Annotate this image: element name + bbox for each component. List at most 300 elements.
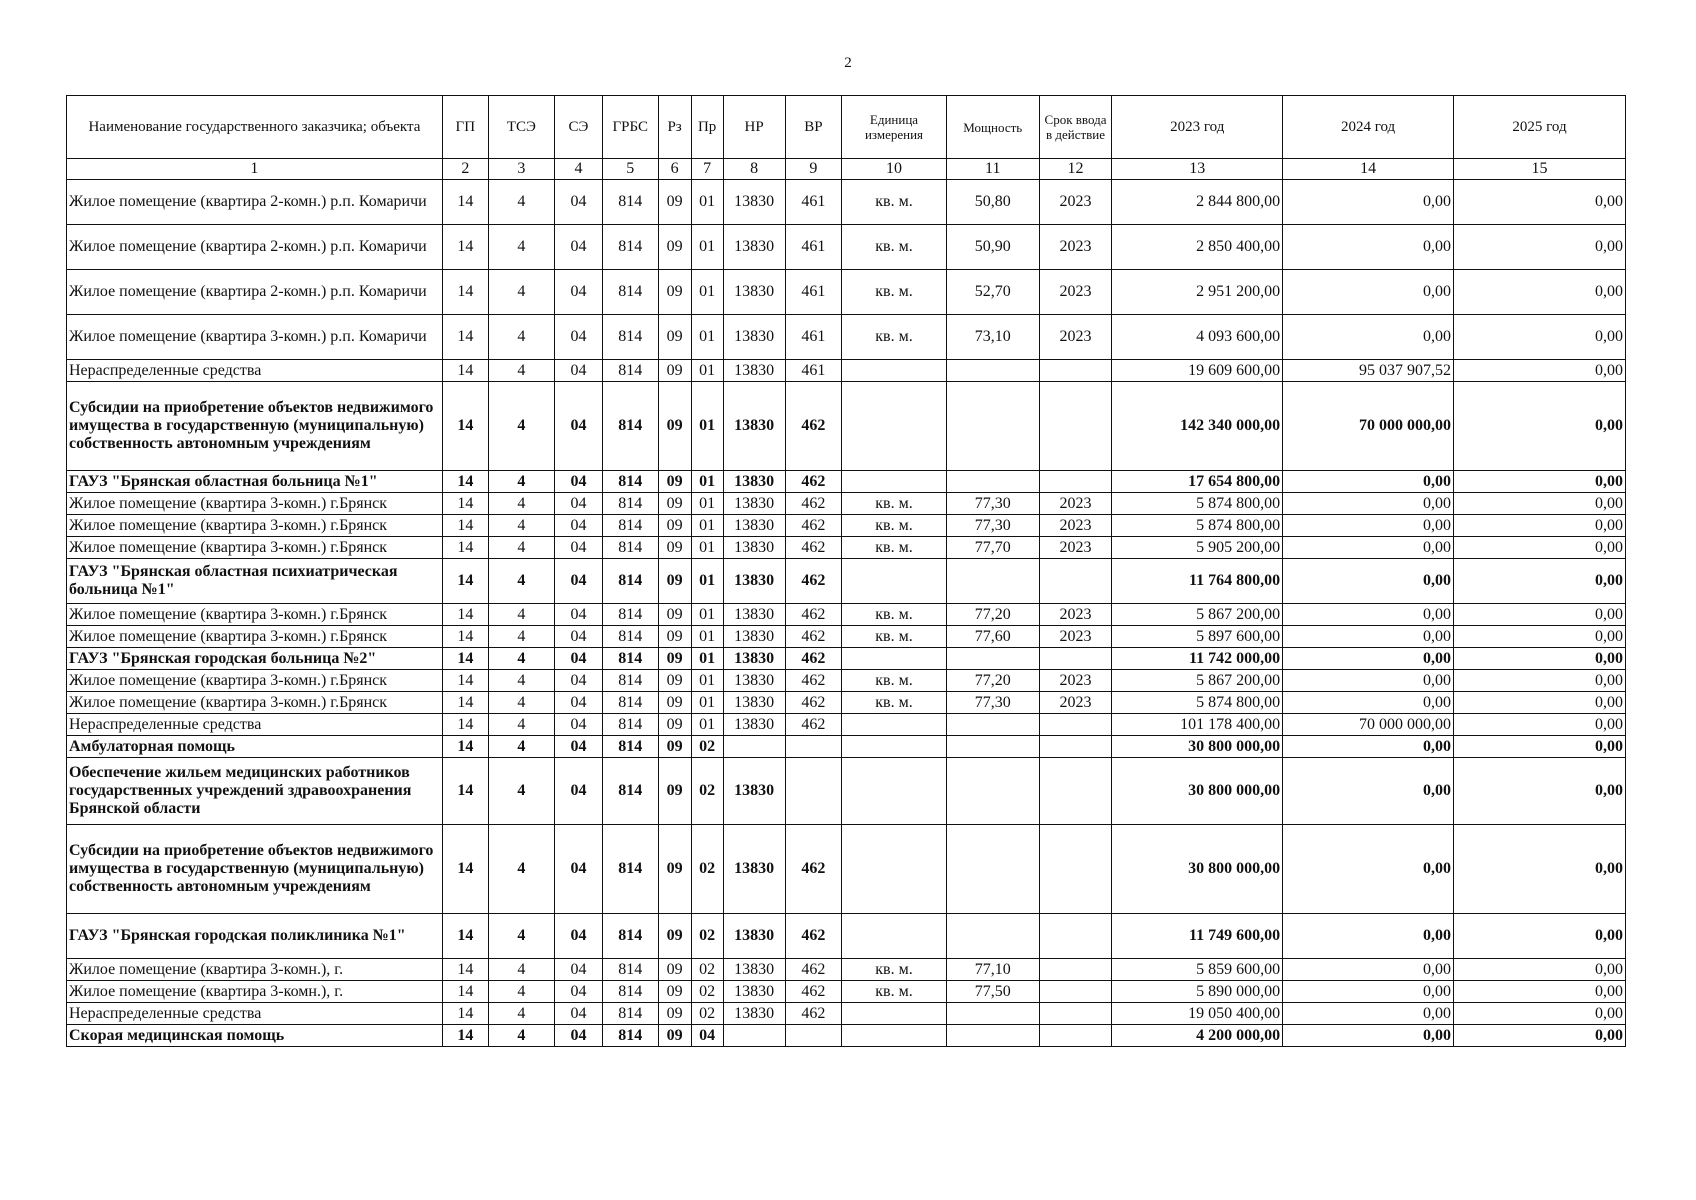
cell-term: 2023 [1039,670,1112,692]
cell-2024: 0,00 [1283,1003,1454,1025]
cell-unit [842,360,947,382]
table-row [67,180,1626,225]
cell-vr: 461 [785,180,842,225]
table-row [67,736,1626,758]
cell-unit: кв. м. [842,537,947,559]
table-row [67,626,1626,648]
cell-power [946,825,1039,914]
cell-2025: 0,00 [1454,559,1626,604]
cell-2024: 0,00 [1283,626,1454,648]
cell-pr: 02 [691,981,723,1003]
table-row [67,493,1626,515]
cell-se: 04 [554,626,602,648]
cell-grbs: 814 [603,1003,659,1025]
table-row [67,515,1626,537]
cell-power: 77,30 [946,692,1039,714]
cell-2023: 4 093 600,00 [1112,315,1283,360]
cell-gp: 14 [442,914,488,959]
cell-2024: 0,00 [1283,1025,1454,1047]
cell-gp: 14 [442,315,488,360]
cell-gp: 14 [442,515,488,537]
cell-nr: 13830 [723,493,785,515]
cell-term [1039,714,1112,736]
cell-name: Жилое помещение (квартира 2-комн.) р.п. Комаричи [67,180,443,225]
cell-pr: 01 [691,493,723,515]
cell-grbs: 814 [603,670,659,692]
cell-tse: 4 [488,914,554,959]
table-row [67,959,1626,981]
cell-vr: 462 [785,648,842,670]
cell-se: 04 [554,559,602,604]
header-power: Мощность [946,96,1039,159]
cell-pr: 01 [691,360,723,382]
cell-name: Жилое помещение (квартира 2-комн.) р.п. Комаричи [67,270,443,315]
cell-tse: 4 [488,180,554,225]
cell-se: 04 [554,515,602,537]
cell-2025: 0,00 [1454,825,1626,914]
column-number-row [67,159,1626,180]
cell-unit [842,1025,947,1047]
cell-vr: 462 [785,1003,842,1025]
cell-2025: 0,00 [1454,360,1626,382]
cell-vr: 462 [785,714,842,736]
cell-power [946,758,1039,825]
cell-nr: 13830 [723,825,785,914]
header-row [67,96,1626,159]
cell-nr: 13830 [723,270,785,315]
cell-2024: 0,00 [1283,559,1454,604]
cell-2025: 0,00 [1454,471,1626,493]
table-row [67,981,1626,1003]
cell-se: 04 [554,315,602,360]
cell-2023: 30 800 000,00 [1112,736,1283,758]
cell-vr: 461 [785,360,842,382]
column-number: 12 [1039,159,1112,180]
cell-gp: 14 [442,225,488,270]
cell-2024: 0,00 [1283,270,1454,315]
cell-2024: 0,00 [1283,758,1454,825]
cell-power: 77,20 [946,604,1039,626]
cell-pr: 01 [691,559,723,604]
cell-2025: 0,00 [1454,670,1626,692]
cell-2023: 5 859 600,00 [1112,959,1283,981]
cell-name: Скорая медицинская помощь [67,1025,443,1047]
cell-gp: 14 [442,758,488,825]
cell-se: 04 [554,1025,602,1047]
cell-2025: 0,00 [1454,270,1626,315]
cell-unit: кв. м. [842,493,947,515]
table-row [67,225,1626,270]
column-number: 9 [785,159,842,180]
cell-name: Нераспределенные средства [67,360,443,382]
cell-grbs: 814 [603,825,659,914]
table-row [67,648,1626,670]
cell-2024: 0,00 [1283,225,1454,270]
cell-name: Нераспределенные средства [67,1003,443,1025]
cell-gp: 14 [442,270,488,315]
column-number: 1 [67,159,443,180]
cell-gp: 14 [442,648,488,670]
cell-term [1039,559,1112,604]
cell-name: Жилое помещение (квартира 3-комн.) г.Брянск [67,537,443,559]
cell-nr: 13830 [723,537,785,559]
cell-name: Жилое помещение (квартира 3-комн.), г. [67,959,443,981]
cell-nr: 13830 [723,559,785,604]
cell-pr: 01 [691,315,723,360]
cell-tse: 4 [488,537,554,559]
cell-term: 2023 [1039,515,1112,537]
cell-term [1039,825,1112,914]
header-tse: ТСЭ [488,96,554,159]
cell-nr: 13830 [723,471,785,493]
cell-2023: 30 800 000,00 [1112,825,1283,914]
table-row [67,914,1626,959]
cell-power: 77,60 [946,626,1039,648]
cell-pr: 01 [691,604,723,626]
cell-2025: 0,00 [1454,959,1626,981]
cell-se: 04 [554,981,602,1003]
cell-term [1039,382,1112,471]
cell-term: 2023 [1039,537,1112,559]
cell-2023: 5 874 800,00 [1112,493,1283,515]
cell-nr [723,1025,785,1047]
budget-table [66,95,1626,1047]
cell-power: 77,20 [946,670,1039,692]
cell-2023: 101 178 400,00 [1112,714,1283,736]
cell-name: Субсидии на приобретение объектов недвижимого имущества в государственную (муниципальную) собственность автономным учреждениям [67,382,443,471]
cell-rz: 09 [658,959,691,981]
cell-grbs: 814 [603,692,659,714]
cell-nr: 13830 [723,315,785,360]
table-row [67,1003,1626,1025]
cell-se: 04 [554,270,602,315]
cell-gp: 14 [442,1003,488,1025]
cell-tse: 4 [488,981,554,1003]
cell-2024: 95 037 907,52 [1283,360,1454,382]
header-name: Наименование государственного заказчика; объекта [67,96,443,159]
cell-se: 04 [554,225,602,270]
header-rz: Рз [658,96,691,159]
cell-2023: 30 800 000,00 [1112,758,1283,825]
cell-2024: 0,00 [1283,914,1454,959]
cell-se: 04 [554,360,602,382]
cell-2024: 0,00 [1283,604,1454,626]
cell-tse: 4 [488,648,554,670]
cell-nr: 13830 [723,180,785,225]
cell-2023: 2 850 400,00 [1112,225,1283,270]
cell-grbs: 814 [603,736,659,758]
cell-vr: 462 [785,382,842,471]
cell-unit: кв. м. [842,270,947,315]
table-row [67,559,1626,604]
cell-name: Жилое помещение (квартира 3-комн.) г.Брянск [67,493,443,515]
cell-2025: 0,00 [1454,515,1626,537]
cell-name: Жилое помещение (квартира 3-комн.) р.п. Комаричи [67,315,443,360]
column-number: 10 [842,159,947,180]
cell-2023: 5 874 800,00 [1112,515,1283,537]
cell-grbs: 814 [603,515,659,537]
cell-name: ГАУЗ "Брянская городская больница №2" [67,648,443,670]
cell-rz: 09 [658,225,691,270]
cell-name: ГАУЗ "Брянская городская поликлиника №1" [67,914,443,959]
cell-2025: 0,00 [1454,692,1626,714]
cell-unit [842,471,947,493]
cell-name: Жилое помещение (квартира 3-комн.) г.Брянск [67,515,443,537]
table-row [67,315,1626,360]
cell-vr: 462 [785,959,842,981]
cell-gp: 14 [442,714,488,736]
table-row [67,604,1626,626]
cell-unit [842,825,947,914]
cell-term [1039,914,1112,959]
cell-2023: 11 742 000,00 [1112,648,1283,670]
cell-gp: 14 [442,626,488,648]
table-row [67,692,1626,714]
column-number: 13 [1112,159,1283,180]
table-row [67,670,1626,692]
cell-rz: 09 [658,736,691,758]
table-row [67,537,1626,559]
cell-grbs: 814 [603,604,659,626]
column-number: 6 [658,159,691,180]
cell-unit: кв. м. [842,626,947,648]
cell-name: Субсидии на приобретение объектов недвижимого имущества в государственную (муниципальную) собственность автономным учреждениям [67,825,443,914]
cell-nr: 13830 [723,714,785,736]
table-row [67,758,1626,825]
cell-tse: 4 [488,626,554,648]
cell-grbs: 814 [603,360,659,382]
cell-rz: 09 [658,758,691,825]
cell-unit [842,648,947,670]
header-vr: ВР [785,96,842,159]
cell-vr: 462 [785,493,842,515]
cell-power: 77,30 [946,515,1039,537]
cell-tse: 4 [488,1025,554,1047]
table-row [67,471,1626,493]
cell-2024: 70 000 000,00 [1283,382,1454,471]
cell-rz: 09 [658,626,691,648]
cell-2025: 0,00 [1454,736,1626,758]
cell-unit [842,914,947,959]
cell-2023: 17 654 800,00 [1112,471,1283,493]
header-se: СЭ [554,96,602,159]
table-row [67,270,1626,315]
cell-se: 04 [554,493,602,515]
cell-tse: 4 [488,758,554,825]
cell-power [946,559,1039,604]
cell-2023: 5 867 200,00 [1112,604,1283,626]
cell-pr: 01 [691,515,723,537]
cell-2024: 0,00 [1283,180,1454,225]
cell-vr: 461 [785,225,842,270]
cell-pr: 02 [691,736,723,758]
cell-rz: 09 [658,670,691,692]
cell-2023: 11 764 800,00 [1112,559,1283,604]
cell-grbs: 814 [603,626,659,648]
cell-gp: 14 [442,471,488,493]
cell-2023: 5 897 600,00 [1112,626,1283,648]
cell-power [946,714,1039,736]
cell-2025: 0,00 [1454,382,1626,471]
cell-power [946,1003,1039,1025]
cell-rz: 09 [658,471,691,493]
cell-2023: 19 609 600,00 [1112,360,1283,382]
table-row [67,382,1626,471]
cell-vr [785,1025,842,1047]
cell-grbs: 814 [603,648,659,670]
cell-pr: 02 [691,825,723,914]
cell-vr [785,758,842,825]
cell-power: 77,30 [946,493,1039,515]
cell-pr: 01 [691,714,723,736]
cell-grbs: 814 [603,959,659,981]
cell-2023: 5 905 200,00 [1112,537,1283,559]
table-row [67,360,1626,382]
cell-power: 77,50 [946,981,1039,1003]
cell-2023: 2 951 200,00 [1112,270,1283,315]
cell-nr: 13830 [723,515,785,537]
cell-vr: 462 [785,981,842,1003]
cell-2023: 5 874 800,00 [1112,692,1283,714]
cell-vr: 462 [785,670,842,692]
cell-name: ГАУЗ "Брянская областная психиатрическая больница №1" [67,559,443,604]
cell-nr: 13830 [723,1003,785,1025]
cell-2023: 4 200 000,00 [1112,1025,1283,1047]
cell-unit: кв. м. [842,604,947,626]
cell-name: Жилое помещение (квартира 3-комн.) г.Брянск [67,626,443,648]
cell-nr: 13830 [723,382,785,471]
cell-pr: 02 [691,758,723,825]
header-2025: 2025 год [1454,96,1626,159]
cell-grbs: 814 [603,559,659,604]
cell-tse: 4 [488,670,554,692]
cell-pr: 01 [691,692,723,714]
header-2024: 2024 год [1283,96,1454,159]
cell-nr: 13830 [723,648,785,670]
column-number: 2 [442,159,488,180]
cell-grbs: 814 [603,471,659,493]
cell-2025: 0,00 [1454,493,1626,515]
cell-2024: 0,00 [1283,670,1454,692]
cell-unit [842,1003,947,1025]
cell-grbs: 814 [603,315,659,360]
cell-grbs: 814 [603,714,659,736]
cell-tse: 4 [488,604,554,626]
cell-2025: 0,00 [1454,714,1626,736]
cell-grbs: 814 [603,1025,659,1047]
cell-power: 77,70 [946,537,1039,559]
cell-pr: 02 [691,959,723,981]
cell-power: 77,10 [946,959,1039,981]
cell-name: Амбулаторная помощь [67,736,443,758]
column-number: 3 [488,159,554,180]
cell-term: 2023 [1039,692,1112,714]
cell-term: 2023 [1039,604,1112,626]
cell-2025: 0,00 [1454,537,1626,559]
cell-unit: кв. м. [842,315,947,360]
cell-power [946,471,1039,493]
cell-rz: 09 [658,315,691,360]
cell-power [946,1025,1039,1047]
cell-2024: 0,00 [1283,471,1454,493]
cell-unit: кв. м. [842,692,947,714]
cell-se: 04 [554,537,602,559]
column-number: 5 [603,159,659,180]
cell-power [946,382,1039,471]
cell-pr: 01 [691,626,723,648]
cell-nr: 13830 [723,914,785,959]
cell-gp: 14 [442,1025,488,1047]
cell-tse: 4 [488,825,554,914]
cell-rz: 09 [658,360,691,382]
cell-se: 04 [554,914,602,959]
cell-rz: 09 [658,981,691,1003]
cell-nr: 13830 [723,670,785,692]
cell-pr: 01 [691,225,723,270]
cell-pr: 01 [691,537,723,559]
cell-grbs: 814 [603,981,659,1003]
cell-grbs: 814 [603,493,659,515]
cell-rz: 09 [658,1003,691,1025]
cell-tse: 4 [488,692,554,714]
cell-gp: 14 [442,493,488,515]
cell-power [946,360,1039,382]
cell-vr: 461 [785,270,842,315]
cell-se: 04 [554,714,602,736]
cell-unit: кв. м. [842,515,947,537]
cell-nr: 13830 [723,959,785,981]
cell-nr: 13830 [723,758,785,825]
cell-gp: 14 [442,180,488,225]
cell-2025: 0,00 [1454,1003,1626,1025]
cell-tse: 4 [488,559,554,604]
page-number: 2 [844,55,852,71]
cell-2025: 0,00 [1454,604,1626,626]
cell-name: Жилое помещение (квартира 3-комн.) г.Брянск [67,670,443,692]
cell-rz: 09 [658,493,691,515]
cell-se: 04 [554,471,602,493]
cell-nr: 13830 [723,692,785,714]
cell-term [1039,758,1112,825]
cell-rz: 09 [658,537,691,559]
cell-se: 04 [554,604,602,626]
cell-name: Нераспределенные средства [67,714,443,736]
cell-grbs: 814 [603,225,659,270]
cell-unit: кв. м. [842,959,947,981]
cell-unit [842,736,947,758]
cell-pr: 04 [691,1025,723,1047]
header-gp: ГП [442,96,488,159]
cell-unit [842,559,947,604]
cell-gp: 14 [442,736,488,758]
cell-nr: 13830 [723,360,785,382]
cell-rz: 09 [658,270,691,315]
column-number: 11 [946,159,1039,180]
cell-tse: 4 [488,360,554,382]
cell-pr: 01 [691,648,723,670]
cell-se: 04 [554,758,602,825]
cell-tse: 4 [488,382,554,471]
cell-nr: 13830 [723,225,785,270]
cell-se: 04 [554,670,602,692]
cell-vr: 462 [785,825,842,914]
cell-tse: 4 [488,315,554,360]
cell-power: 52,70 [946,270,1039,315]
cell-name: Жилое помещение (квартира 3-комн.), г. [67,981,443,1003]
cell-pr: 01 [691,471,723,493]
cell-pr: 01 [691,382,723,471]
cell-vr: 462 [785,515,842,537]
